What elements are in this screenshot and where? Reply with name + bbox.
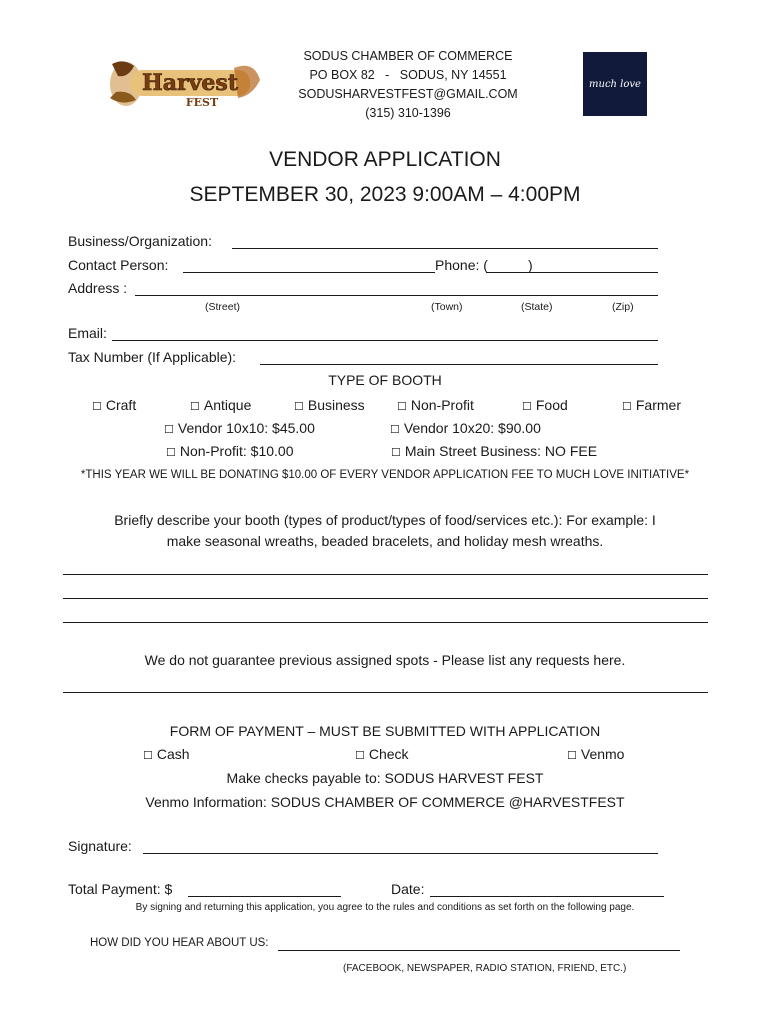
booth-option-craft[interactable] bbox=[92, 397, 136, 413]
payment-option-check[interactable] bbox=[355, 746, 409, 762]
describe-prompt-line1: Briefly describe your booth (types of product/types of food/services etc.): For example: I bbox=[114, 512, 656, 528]
fee-option-nonprofit[interactable] bbox=[166, 443, 294, 459]
checkbox-icon: ☐ bbox=[190, 401, 200, 413]
much-love-logo-text: much love bbox=[589, 78, 641, 90]
booth-option-antique[interactable] bbox=[190, 397, 251, 413]
checkbox-icon: ☐ bbox=[164, 424, 174, 436]
fee-option-10x20[interactable] bbox=[390, 420, 541, 436]
spots-request-line[interactable] bbox=[63, 692, 708, 693]
email-field[interactable] bbox=[112, 340, 658, 341]
state-hint: (State) bbox=[521, 301, 553, 313]
booth-option-label: Business bbox=[307, 397, 365, 413]
header-address: PO BOX 82 - SODUS, NY 14551 bbox=[309, 68, 507, 82]
venmo-info: Venmo Information: SODUS CHAMBER OF COMMERCE @HARVESTFEST bbox=[145, 794, 625, 810]
date-label: Date: bbox=[391, 881, 425, 897]
header-org: SODUS CHAMBER OF COMMERCE bbox=[303, 49, 513, 63]
fee-option-10x10[interactable] bbox=[164, 420, 315, 436]
describe-line[interactable] bbox=[63, 622, 708, 623]
event-date: SEPTEMBER 30, 2023 9:00AM – 4:00PM bbox=[189, 183, 581, 206]
business-field[interactable] bbox=[232, 248, 658, 249]
hear-about-label: HOW DID YOU HEAR ABOUT US: bbox=[90, 937, 269, 949]
payment-option-cash[interactable] bbox=[143, 746, 190, 762]
booth-option-nonprofit[interactable] bbox=[397, 397, 474, 413]
header-contact bbox=[258, 47, 558, 123]
checkbox-icon: ☐ bbox=[622, 401, 632, 413]
payment-heading: FORM OF PAYMENT – MUST BE SUBMITTED WITH APPLICATION bbox=[169, 723, 601, 739]
payment-option-label: Venmo bbox=[580, 746, 625, 762]
booth-option-food[interactable] bbox=[522, 397, 568, 413]
tax-label: Tax Number (If Applicable): bbox=[68, 349, 237, 365]
contact-label: Contact Person: bbox=[68, 257, 169, 273]
contact-field[interactable] bbox=[183, 272, 435, 273]
checkbox-icon: ☐ bbox=[143, 750, 153, 762]
fee-option-label: Main Street Business: NO FEE bbox=[404, 443, 598, 459]
booth-option-label: Craft bbox=[105, 397, 137, 413]
street-hint: (Street) bbox=[205, 301, 241, 313]
booth-option-label: Non-Profit bbox=[410, 397, 474, 413]
checks-payable: Make checks payable to: SODUS HARVEST FEST bbox=[226, 770, 544, 786]
harvest-fest-logo bbox=[104, 56, 264, 112]
checkbox-icon: ☐ bbox=[397, 401, 407, 413]
phone-field[interactable] bbox=[486, 272, 658, 273]
address-label: Address : bbox=[68, 280, 128, 296]
email-label: Email: bbox=[68, 325, 107, 341]
hear-about-field[interactable] bbox=[278, 950, 680, 951]
describe-line[interactable] bbox=[63, 574, 708, 575]
header-phone: (315) 310-1396 bbox=[365, 106, 451, 120]
booth-option-label: Food bbox=[535, 397, 568, 413]
much-love-logo bbox=[583, 52, 647, 116]
payment-option-label: Cash bbox=[156, 746, 190, 762]
phone-paren: ) bbox=[528, 257, 533, 273]
payment-option-label: Check bbox=[368, 746, 409, 762]
booth-option-farmer[interactable] bbox=[622, 397, 681, 413]
agreement-note: By signing and returning this application, you agree to the rules and conditions as set forth on the following page. bbox=[135, 902, 635, 913]
checkbox-icon: ☐ bbox=[355, 750, 365, 762]
donation-note: *THIS YEAR WE WILL BE DONATING $10.00 OF EVERY VENDOR APPLICATION FEE TO MUCH LOVE INITIATIVE* bbox=[80, 469, 690, 481]
business-label: Business/Organization: bbox=[68, 233, 212, 249]
fee-option-label: Vendor 10x10: $45.00 bbox=[177, 420, 315, 436]
checkbox-icon: ☐ bbox=[166, 447, 176, 459]
hear-about-hint: (FACEBOOK, NEWSPAPER, RADIO STATION, FRIEND, ETC.) bbox=[343, 963, 627, 974]
checkbox-icon: ☐ bbox=[391, 447, 401, 459]
booth-option-business[interactable] bbox=[294, 397, 365, 413]
tax-field[interactable] bbox=[260, 364, 658, 365]
payment-option-venmo[interactable] bbox=[567, 746, 624, 762]
spots-prompt: We do not guarantee previous assigned spots - Please list any requests here. bbox=[144, 652, 626, 668]
describe-line[interactable] bbox=[63, 598, 708, 599]
logo-text-fest: FEST bbox=[185, 96, 219, 109]
checkbox-icon: ☐ bbox=[567, 750, 577, 762]
checkbox-icon: ☐ bbox=[92, 401, 102, 413]
page-title: VENDOR APPLICATION bbox=[269, 148, 501, 171]
phone-label: Phone: ( bbox=[435, 257, 488, 273]
header-email: SODUSHARVESTFEST@GMAIL.COM bbox=[298, 87, 518, 101]
checkbox-icon: ☐ bbox=[390, 424, 400, 436]
zip-hint: (Zip) bbox=[612, 301, 634, 313]
logo-text-harvest: Harvest bbox=[142, 70, 238, 96]
total-payment-field[interactable] bbox=[188, 896, 341, 897]
booth-option-label: Antique bbox=[203, 397, 252, 413]
fee-option-label: Vendor 10x20: $90.00 bbox=[403, 420, 541, 436]
booth-heading: TYPE OF BOOTH bbox=[328, 372, 442, 388]
date-field[interactable] bbox=[430, 896, 664, 897]
booth-option-label: Farmer bbox=[635, 397, 681, 413]
fee-option-label: Non-Profit: $10.00 bbox=[179, 443, 294, 459]
checkbox-icon: ☐ bbox=[522, 401, 532, 413]
signature-field[interactable] bbox=[143, 853, 658, 854]
signature-label: Signature: bbox=[68, 838, 132, 854]
describe-prompt-line2: make seasonal wreaths, beaded bracelets, and holiday mesh wreaths. bbox=[166, 533, 604, 549]
town-hint: (Town) bbox=[431, 301, 463, 313]
checkbox-icon: ☐ bbox=[294, 401, 304, 413]
address-field[interactable] bbox=[135, 295, 658, 296]
fee-option-main-street[interactable] bbox=[391, 443, 597, 459]
total-payment-label: Total Payment: $ bbox=[68, 881, 173, 897]
